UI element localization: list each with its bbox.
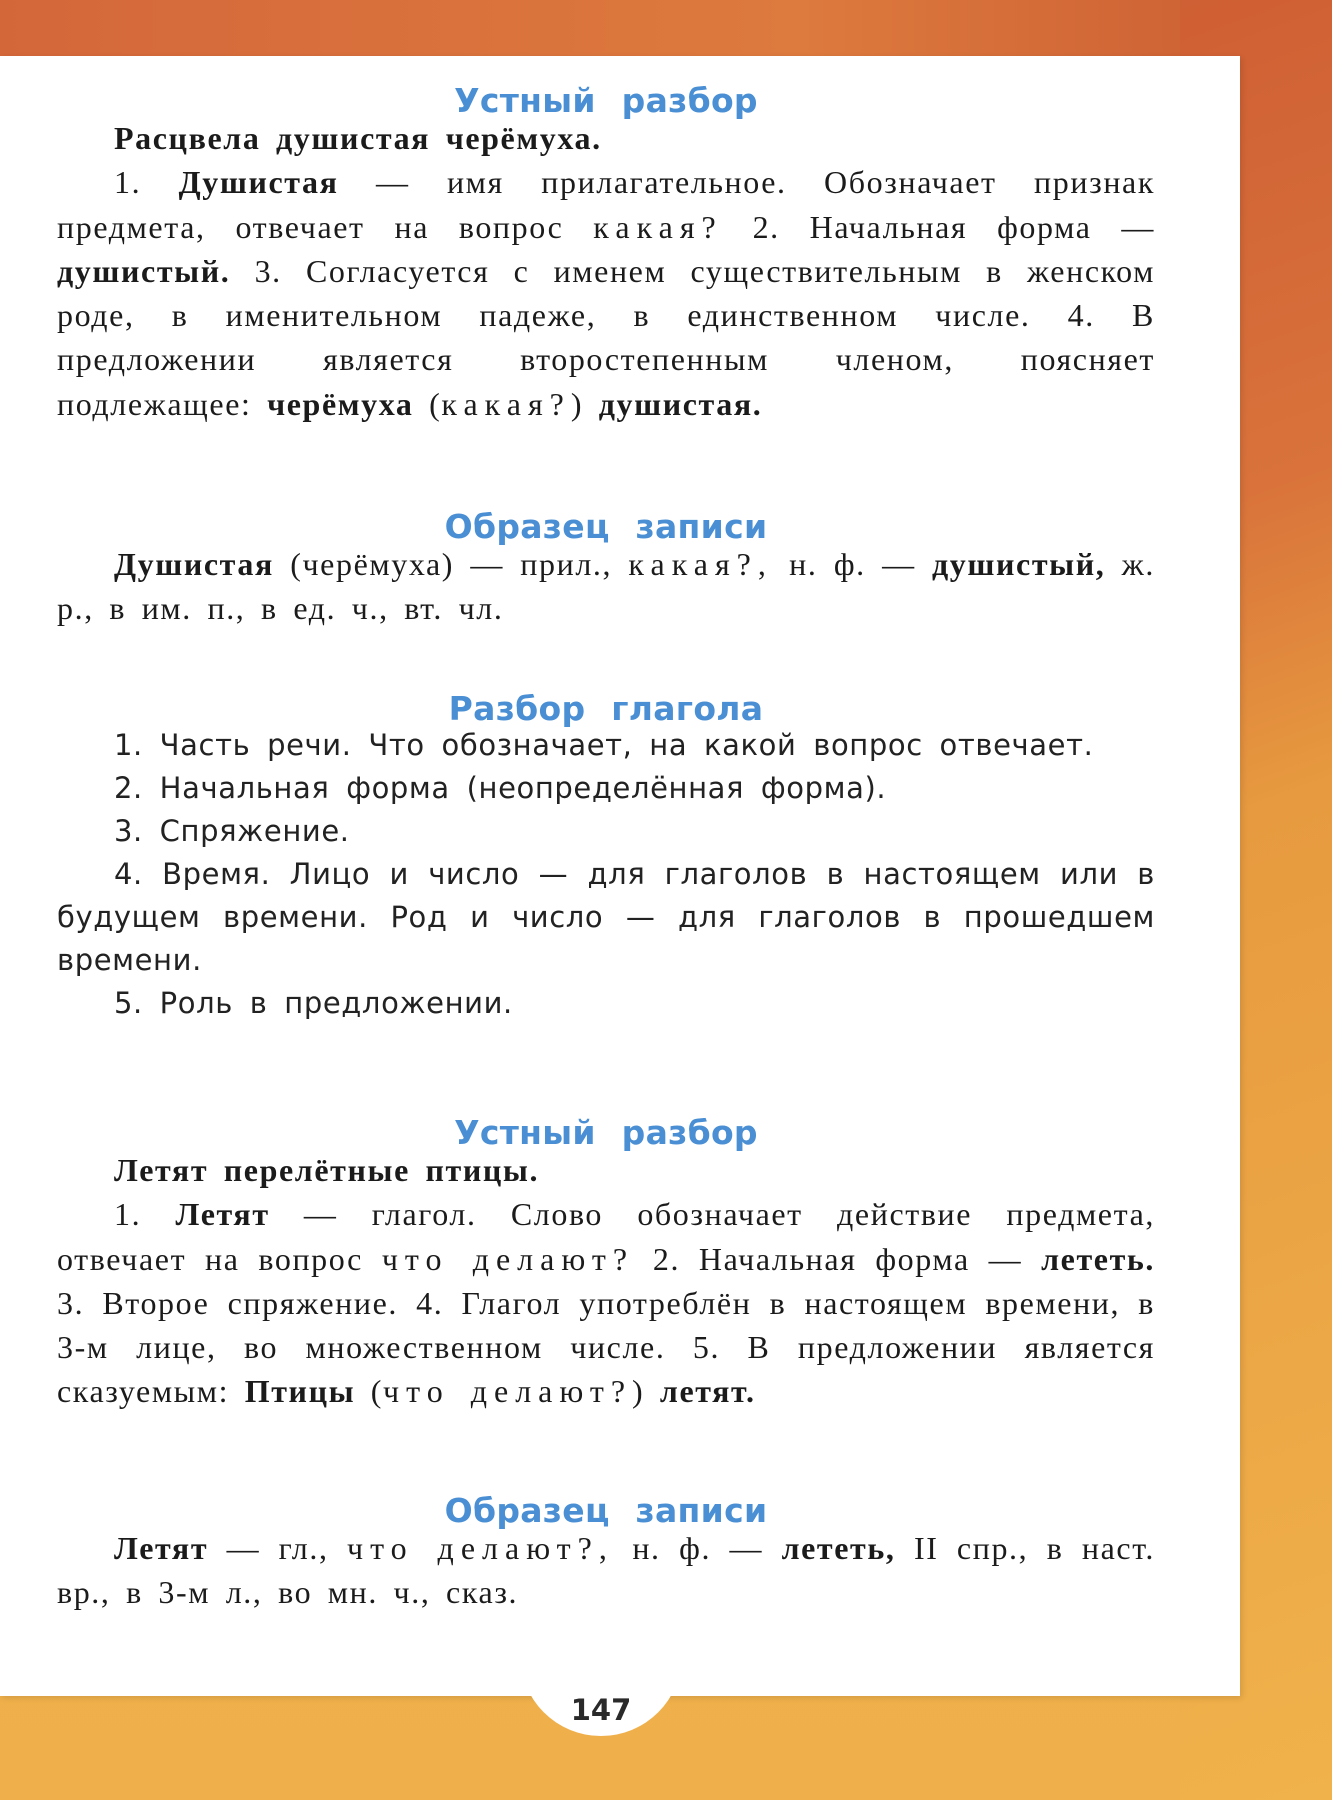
sample2-heading: Образец записи: [444, 1491, 768, 1530]
verb-plan: [57, 689, 1155, 728]
sample1-body: Душистая (черёмуха) — прил., какая?, н. ф. — душистый, ж. р., в им. п., в ед. ч., вт. чл.: [57, 546, 1155, 627]
section2-analysis: 1. Летят — глагол. Слово обозначает действие предмета, отвечает на вопрос что делают? 2. Начальная форма — лететь. 3. Второе спряжение. 4. Глагол употреблён в настоящем времени, в 3-м лице, во множественном числе. 5. В предложении является сказуемым: Птицы (что делают?) летят.: [57, 1196, 1156, 1410]
section1-analysis: 1. Душистая — имя прилагательное. Обозначает признак предмета, отвечает на вопрос какая? 2. Начальная форма — душистый. 3. Согласуется с именем существительным в женском роде, в именительном падеже, в единственном числе. 4. В предложении является второстепенным членом, поясняет подлежащее: черёмуха (какая?) душистая.: [57, 164, 1155, 422]
section2-heading: Устный разбор: [454, 1113, 758, 1152]
list-item: 2. Начальная форма (неопределённая форма).: [114, 771, 887, 805]
sample2: [57, 1491, 1155, 1530]
section1-body: [57, 116, 1155, 426]
section2-sentence: Летят перелётные птицы.: [114, 1152, 540, 1188]
sample1: [57, 507, 1155, 546]
list-item: 1. Часть речи. Что обозначает, на какой вопрос отвечает.: [114, 728, 1094, 762]
list-item: 5. Роль в предложении.: [114, 986, 513, 1020]
section2-body: [57, 1148, 1155, 1414]
list-item: 4. Время. Лицо и число — для глаголов в настоящем или в будущем времени. Род и число — для глаголов в прошедшем времени.: [57, 857, 1155, 977]
section1-sentence: Расцвела душистая черёмуха.: [114, 120, 602, 156]
section1: [57, 81, 1155, 120]
sample1-heading: Образец записи: [444, 507, 768, 546]
verb-plan-list: [57, 724, 1155, 1025]
section1-heading: Устный разбор: [454, 81, 758, 120]
verb-plan-heading: Разбор глагола: [448, 689, 764, 728]
page-number: 147: [570, 1693, 632, 1727]
textbook-page: [0, 56, 1240, 1696]
list-item: 3. Спряжение.: [114, 814, 350, 848]
sample2-body: Летят — гл., что делают?, н. ф. — лететь, II спр., в наст. вр., в 3-м л., во мн. ч., сказ.: [57, 1530, 1156, 1611]
section2: [57, 1113, 1155, 1152]
